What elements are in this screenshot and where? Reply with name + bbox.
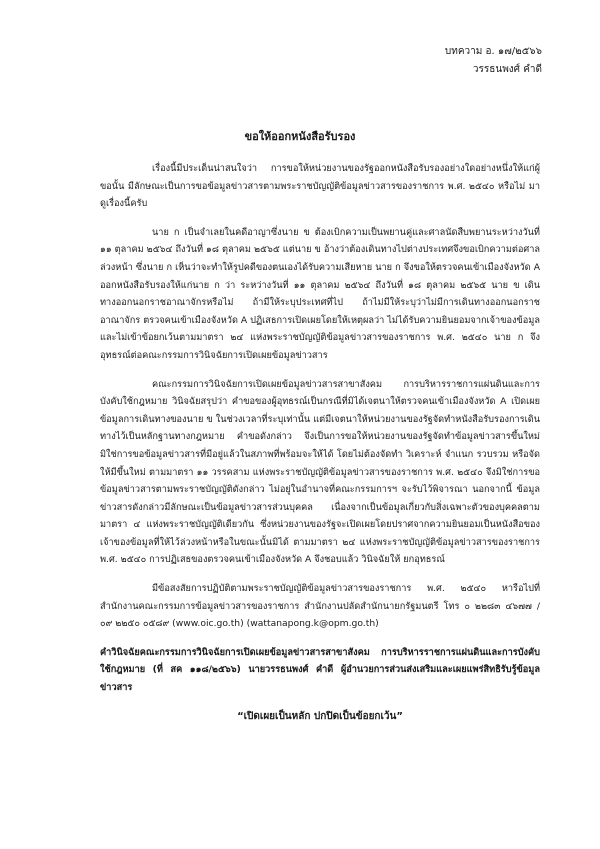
document-body [100, 160, 540, 725]
reference-paragraph: คำวินิจฉัยคณะกรรมการวินิจฉัยการเปิดเผยข้อมูลข่าวสารสาขาสังคม การบริหารราชการแผ่นดินและการบังคับใช้กฎหมาย (ที่ สค ๑๑๘/๒๕๖๖) นายวรรธนพงศ์ คำดี ผู้อำนวยการส่วนส่งเสริมและเผยแพร่สิทธิรับรู้ข้อมูลข่าวสาร [100, 646, 540, 694]
article-number: บทความ อ. ๑๗/๒๕๖๖ [444, 46, 542, 57]
document-title: ขอให้ออกหนังสือรับรอง [244, 130, 356, 143]
contact-paragraph: มีข้อสงสัยการปฏิบัติตามพระราชบัญญัติข้อมูลข่าวสารของราชการ พ.ศ. ๒๕๔๐ หารือไปที่สำนักงานคณะกรรมการข้อมูลข่าวสารของราชการ สำนักงานปลัดสำนักนายกรัฐมนตรี โทร ๐ ๒๒๘๓ ๔๖๗๗ / ๐๙ ๒๒๕๐ ๐๕๘๙ (www.oic.go.th) (wattanapong.k@opm.go.th) [100, 583, 540, 630]
slogan: “เปิดเผยเป็นหลัก ปกปิดเป็นข้อยกเว้น” [237, 710, 403, 722]
facts-paragraph: นาย ก เป็นจำเลยในคดีอาญาซึ่งนาย ข ต้องเบิกความเป็นพยานคู่และศาลนัดสืบพยานระหว่างวันที่ ๑๑ ตุลาคม ๒๕๖๔ ถึงวันที่ ๑๘ ตุลาคม ๒๕๖๕ แต่นาย ข อ้างว่าต้องเดินทางไปต่างประเทศจึงขอเบิกความต่อศาลล่วงหน้า ซึ่งนาย ก เห็นว่าจะทำให้รูปคดีของตนเองได้รับความเสียหาย นาย ก จึงขอให้ตรวจคนเข้าเมืองจังหวัด A ออกหนังสือรับรองให้แก่นาย ก ว่า ระหว่างวันที่ ๑๑ ตุลาคม ๒๕๖๔ ถึงวันที่ ๑๘ ตุลาคม ๒๕๖๕ นาย ข เดินทางออกนอกราชอาณาจักรหรือไม่ ถ้ามีให้ระบุประเทศที่ไป ถ้าไม่มีให้ระบุว่าไม่มีการเดินทางออกนอกราชอาณาจักร ตรวจคนเข้าเมืองจังหวัด A ปฏิเสธการเปิดเผยโดยให้เหตุผลว่า ไม่ได้รับความยินยอมจากเจ้าของข้อมูลและไม่เข้าข้อยกเว้นตามมาตรา ๒๔ แห่งพระราชบัญญัติข้อมูลข่าวสารของราชการ พ.ศ. ๒๕๔๐ นาย ก จึงอุทธรณ์ต่อคณะกรรมการวินิจฉัยการเปิดเผยข้อมูลข่าวสาร [100, 226, 540, 361]
article-header [445, 43, 542, 79]
decision-paragraph: คณะกรรมการวินิจฉัยการเปิดเผยข้อมูลข่าวสารสาขาสังคม การบริหารราชการแผ่นดินและการบังคับใช้กฎหมาย วินิจฉัยสรุปว่า คำขอของผู้อุทธรณ์เป็นกรณีที่มิได้เจตนาให้ตรวจคนเข้าเมืองจังหวัด A เปิดเผยข้อมูลการเดินทางของนาย ข ในช่วงเวลาที่ระบุเท่านั้น แต่มีเจตนาให้หน่วยงานของรัฐจัดทำหนังสือรับรองการเดินทางไว้เป็นหลักฐานทางกฎหมาย คำขอดังกล่าว จึงเป็นการขอให้หน่วยงานของรัฐจัดทำข้อมูลข่าวสารขึ้นใหม่ มิใช่การขอข้อมูลข่าวสารที่มีอยู่แล้วในสภาพที่พร้อมจะให้ได้ โดยไม่ต้องจัดทำ วิเคราะห์ จำแนก รวบรวม หรือจัดให้มีขึ้นใหม่ ตามมาตรา ๑๑ วรรคสาม แห่งพระราชบัญญัติข้อมูลข่าวสารของราชการ พ.ศ. ๒๕๔๐ จึงมิใช่การขอข้อมูลข่าวสารตามพระราชบัญญัติดังกล่าว ไม่อยู่ในอำนาจที่คณะกรรมการฯ จะรับไว้พิจารณา นอกจากนี้ ข้อมูลข่าวสารดังกล่าวมีลักษณะเป็นข้อมูลข่าวสารส่วนบุคคล เนื่องจากเป็นข้อมูลเกี่ยวกับสิ่งเฉพาะตัวของบุคคลตามมาตรา ๔ แห่งพระราชบัญญัติเดียวกัน ซึ่งหน่วยงานของรัฐจะเปิดเผยโดยปราศจากความยินยอมเป็นหนังสือของเจ้าของข้อมูลที่ให้ไว้ล่วงหน้าหรือในขณะนั้นมิได้ ตามมาตรา ๒๔ แห่งพระราชบัญญัติข้อมูลข่าวสารของราชการ พ.ศ. ๒๕๔๐ การปฏิเสธของตรวจคนเข้าเมืองจังหวัด A จึงชอบแล้ว วินิจฉัยให้ ยกอุทธรณ์ [100, 378, 540, 566]
author-name: วรรธนพงศ์ คำดี [472, 64, 542, 75]
intro-paragraph: เรื่องนี้มีประเด็นน่าสนใจว่า การขอให้หน่วยงานของรัฐออกหนังสือรับรองอย่างใดอย่างหนึ่งให้แก่ผู้ขอนั้น มีลักษณะเป็นการขอข้อมูลข่าวสารตามพระราชบัญญัติข้อมูลข่าวสารของราชการ พ.ศ. ๒๕๔๐ หรือไม่ มาดูเรื่องนี้ครับ [100, 163, 540, 210]
